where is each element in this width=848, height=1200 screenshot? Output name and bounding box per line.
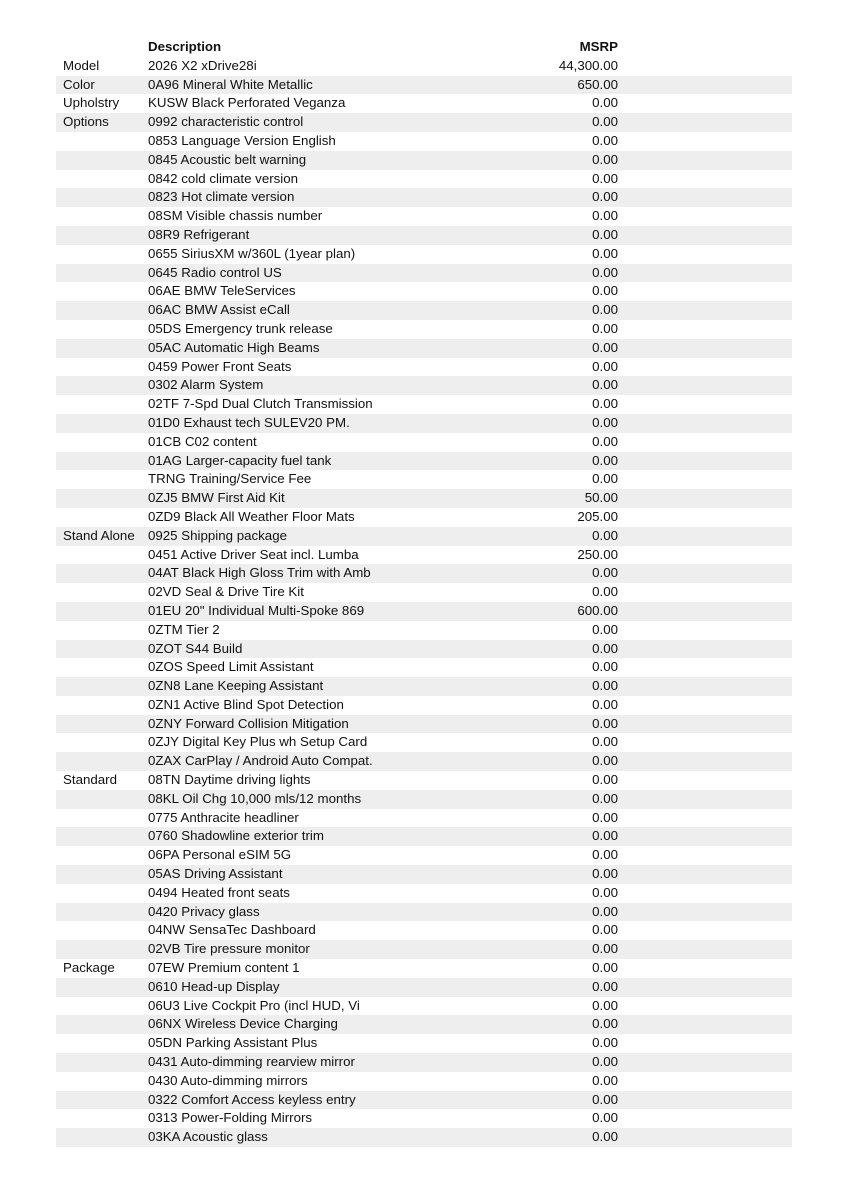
row-description: 08R9 Refrigerant [148,226,250,242]
row-msrp: 50.00 [584,490,618,506]
row-msrp: 0.00 [592,208,618,224]
row-msrp: 0.00 [592,396,618,412]
table-row [56,884,792,903]
row-msrp: 44,300.00 [558,57,618,73]
row-description: 0655 SiriusXM w/360L (1year plan) [148,245,356,261]
table-row [56,1034,792,1053]
row-msrp: 0.00 [592,696,618,712]
row-msrp: 0.00 [592,960,618,976]
table-row [56,132,792,151]
table-row [56,264,792,283]
row-msrp: 0.00 [592,753,618,769]
row-description: 02VB Tire pressure monitor [148,941,310,957]
row-description: 0645 Radio control US [148,264,282,280]
row-description: 0842 cold climate version [148,170,299,186]
row-description: 02TF 7-Spd Dual Clutch Transmission [148,396,373,412]
table-row [56,771,792,790]
row-description: 0ZN8 Lane Keeping Assistant [148,678,324,694]
row-msrp: 0.00 [592,1091,618,1107]
table-row [56,696,792,715]
table-row [56,489,792,508]
row-msrp: 0.00 [592,226,618,242]
row-description: 0760 Shadowline exterior trim [148,828,324,844]
row-msrp: 0.00 [592,245,618,261]
row-description: 08KL Oil Chg 10,000 mls/12 months [148,790,362,806]
row-description: 0925 Shipping package [148,527,287,543]
table-row [56,339,792,358]
row-category: Model [63,57,100,73]
row-description: 0ZOT S44 Build [148,640,243,656]
row-msrp: 0.00 [592,320,618,336]
row-description: 01CB C02 content [148,433,257,449]
row-description: 0775 Anthracite headliner [148,809,299,825]
table-row [56,433,792,452]
table-row [56,508,792,527]
table-row [56,151,792,170]
table-row [56,1015,792,1034]
table-row [56,358,792,377]
row-category: Standard [63,772,117,788]
table-row [56,640,792,659]
row-msrp: 0.00 [592,1072,618,1088]
table-body [56,57,792,1147]
row-msrp: 0.00 [592,339,618,355]
row-msrp: 0.00 [592,1054,618,1070]
row-description: 06AE BMW TeleServices [148,283,296,299]
table-row [56,940,792,959]
table-row [56,376,792,395]
row-msrp: 0.00 [592,170,618,186]
row-description: 0ZAX CarPlay / Android Auto Compat. [148,753,373,769]
row-msrp: 0.00 [592,132,618,148]
row-description: 06U3 Live Cockpit Pro (incl HUD, Vi [148,997,360,1013]
row-description: 0302 Alarm System [148,377,264,393]
row-description: 07EW Premium content 1 [148,960,300,976]
row-description: 08TN Daytime driving lights [148,772,311,788]
row-description: 0494 Heated front seats [148,884,290,900]
row-description: 2026 X2 xDrive28i [148,57,257,73]
row-description: 0ZN1 Active Blind Spot Detection [148,696,344,712]
row-msrp: 0.00 [592,471,618,487]
row-description: 0823 Hot climate version [148,189,295,205]
row-msrp: 0.00 [592,659,618,675]
table-row [56,320,792,339]
row-msrp: 0.00 [592,527,618,543]
row-msrp: 0.00 [592,903,618,919]
row-description: 05DN Parking Assistant Plus [148,1035,318,1051]
row-description: 01AG Larger-capacity fuel tank [148,452,332,468]
table-row [56,76,792,95]
row-msrp: 0.00 [592,377,618,393]
table-row [56,470,792,489]
row-description: TRNG Training/Service Fee [148,471,312,487]
table-row [56,621,792,640]
row-description: 0420 Privacy glass [148,903,260,919]
row-msrp: 0.00 [592,678,618,694]
row-description: 0322 Comfort Access keyless entry [148,1091,356,1107]
row-msrp: 0.00 [592,847,618,863]
row-msrp: 0.00 [592,358,618,374]
table-row [56,959,792,978]
table-row [56,677,792,696]
table-row [56,395,792,414]
row-description: 0ZOS Speed Limit Assistant [148,659,314,675]
row-description: 0430 Auto-dimming mirrors [148,1072,308,1088]
table-row [56,658,792,677]
row-msrp: 0.00 [592,978,618,994]
table-row [56,282,792,301]
row-msrp: 0.00 [592,941,618,957]
row-msrp: 0.00 [592,997,618,1013]
row-category: Color [63,76,95,92]
row-description: 01D0 Exhaust tech SULEV20 PM. [148,414,350,430]
row-msrp: 0.00 [592,414,618,430]
table-row [56,113,792,132]
row-description: 06AC BMW Assist eCall [148,302,290,318]
row-description: 0ZTM Tier 2 [148,621,220,637]
table-row [56,583,792,602]
table-row [56,546,792,565]
row-msrp: 0.00 [592,1016,618,1032]
row-description: KUSW Black Perforated Veganza [148,95,346,111]
table-row [56,715,792,734]
table-row [56,1109,792,1128]
table-row [56,1053,792,1072]
row-description: 04NW SensaTec Dashboard [148,922,316,938]
row-category: Stand Alone [63,527,135,543]
row-description: 0459 Power Front Seats [148,358,292,374]
table-row [56,790,792,809]
row-description: 05DS Emergency trunk release [148,320,333,336]
table-row [56,527,792,546]
table-row [56,1091,792,1110]
row-msrp: 0.00 [592,772,618,788]
table-row [56,997,792,1016]
row-msrp: 0.00 [592,95,618,111]
table-row [56,57,792,76]
header-description: Description [148,39,222,54]
row-msrp: 0.00 [592,621,618,637]
table-row [56,94,792,113]
table-row [56,301,792,320]
table-row [56,1072,792,1091]
row-msrp: 0.00 [592,866,618,882]
row-msrp: 0.00 [592,1110,618,1126]
row-category: Package [63,960,115,976]
row-msrp: 0.00 [592,640,618,656]
row-description: 0451 Active Driver Seat incl. Lumba [148,546,359,562]
table-row [56,865,792,884]
table-row [56,733,792,752]
table-row [56,188,792,207]
row-description: 0ZJ5 BMW First Aid Kit [148,490,285,506]
table-row [56,170,792,189]
table-row [56,846,792,865]
row-msrp: 0.00 [592,922,618,938]
row-msrp: 205.00 [577,508,618,524]
row-msrp: 0.00 [592,828,618,844]
row-msrp: 250.00 [577,546,618,562]
table-row [56,1128,792,1147]
row-msrp: 0.00 [592,452,618,468]
table-row [56,414,792,433]
row-description: 0431 Auto-dimming rearview mirror [148,1054,355,1070]
row-description: 06PA Personal eSIM 5G [148,847,292,863]
row-category: Upholstry [63,95,120,111]
table-header [56,38,792,57]
table-row [56,602,792,621]
row-description: 02VD Seal & Drive Tire Kit [148,584,304,600]
row-description: 0845 Acoustic belt warning [148,151,307,167]
table-row [56,827,792,846]
row-msrp: 0.00 [592,151,618,167]
row-msrp: 650.00 [577,76,618,92]
row-description: 0ZJY Digital Key Plus wh Setup Card [148,734,368,750]
table-row [56,452,792,471]
row-msrp: 0.00 [592,189,618,205]
row-description: 0610 Head-up Display [148,978,280,994]
row-description: 0853 Language Version English [148,132,336,148]
row-msrp: 0.00 [592,715,618,731]
row-description: 05AC Automatic High Beams [148,339,320,355]
row-msrp: 0.00 [592,884,618,900]
row-description: 04AT Black High Gloss Trim with Amb [148,565,371,581]
row-description: 03KA Acoustic glass [148,1129,268,1145]
table-row [56,226,792,245]
table-row [56,245,792,264]
row-msrp: 0.00 [592,1035,618,1051]
table-row [56,809,792,828]
msrp-table [56,38,792,1147]
row-msrp: 600.00 [577,602,618,618]
row-msrp: 0.00 [592,565,618,581]
row-description: 0ZNY Forward Collision Mitigation [148,715,349,731]
row-description: 05AS Driving Assistant [148,866,283,882]
row-category: Options [63,114,109,130]
row-msrp: 0.00 [592,809,618,825]
row-msrp: 0.00 [592,1129,618,1145]
row-msrp: 0.00 [592,584,618,600]
row-description: 0992 characteristic control [148,114,304,130]
table-row [56,903,792,922]
row-description: 06NX Wireless Device Charging [148,1016,338,1032]
row-msrp: 0.00 [592,790,618,806]
row-msrp: 0.00 [592,302,618,318]
row-description: 0A96 Mineral White Metallic [148,76,313,92]
row-description: 0ZD9 Black All Weather Floor Mats [148,508,355,524]
header-msrp: MSRP [579,39,618,54]
row-description: 01EU 20" Individual Multi-Spoke 869 [148,602,365,618]
table-row [56,752,792,771]
row-msrp: 0.00 [592,283,618,299]
row-msrp: 0.00 [592,264,618,280]
row-description: 08SM Visible chassis number [148,208,323,224]
table-row [56,921,792,940]
table-row [56,978,792,997]
row-description: 0313 Power-Folding Mirrors [148,1110,313,1126]
table-row [56,207,792,226]
row-msrp: 0.00 [592,114,618,130]
row-msrp: 0.00 [592,433,618,449]
row-msrp: 0.00 [592,734,618,750]
table-row [56,564,792,583]
